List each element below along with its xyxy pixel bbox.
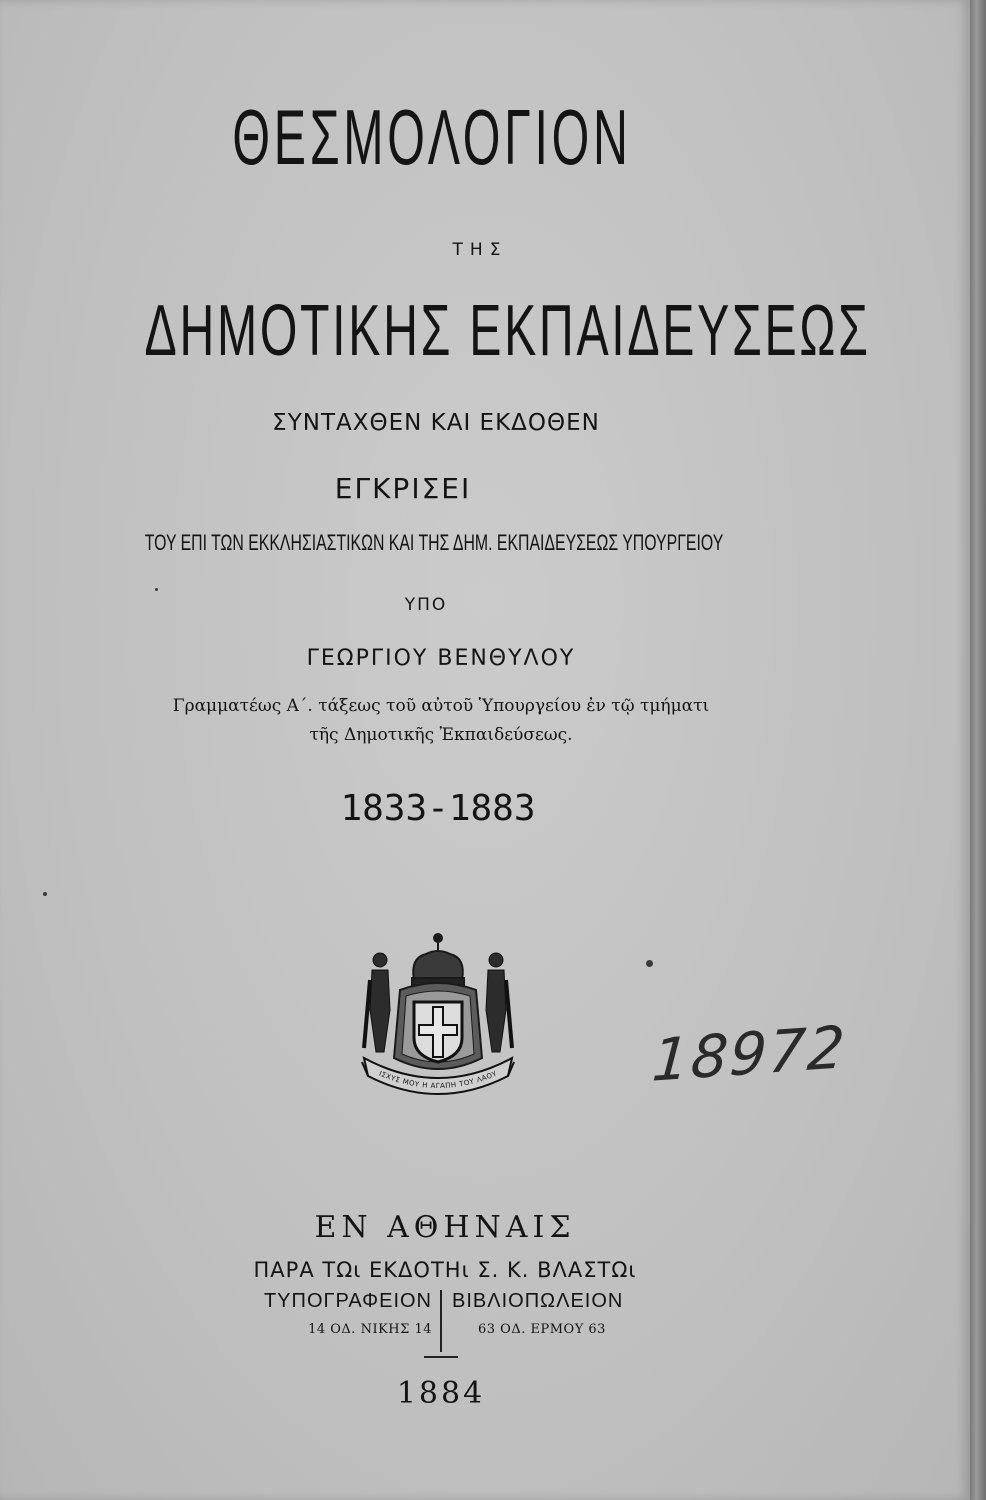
ink-spot <box>646 960 653 967</box>
compiled-line: ΣΥΝΤΑΧΘΕΝ ΚΑΙ ΕΚΔΟΘΕΝ <box>272 410 600 436</box>
imprint-printer-address: 14 ΟΔ. ΝΙΚΗΣ 14 <box>308 1322 432 1337</box>
ink-spot <box>155 588 158 591</box>
ministry-line: ΤΟΥ ΕΠΙ ΤΩΝ ΕΚΚΛΗΣΙΑΣΤΙΚΩΝ ΚΑΙ ΤΗΣ ΔΗΜ. ΕΚΠΑΙΔΕΥΣΕΩΣ ΥΠΟΥΡΓΕΙΟΥ <box>144 530 724 555</box>
approval-line: ΕΓΚΡΙΣΕΙ <box>334 472 472 505</box>
imprint-printer: ΤΥΠΟΓΡΑΦΕΙΟΝ <box>263 1290 432 1312</box>
by-line: ΥΠΟ <box>404 595 448 615</box>
author-name: ΓΕΩΡΓΙΟΥ ΒΕΝΘΥΛΟΥ <box>306 646 576 671</box>
author-role-line2: τῆς Δημοτικῆς Ἐκπαιδεύσεως. <box>309 725 573 745</box>
imprint-bookshop: ΒΙΒΛΙΟΠΩΛΕΙΟΝ <box>452 1290 624 1312</box>
imprint-city: ΕΝ ΑΘΗΝΑΙΣ <box>314 1210 576 1245</box>
years-range: 1833-1883 <box>340 788 536 829</box>
page-edge <box>970 0 986 1500</box>
book-title: ΘΕΣΜΟΛΟΓΙΟΝ <box>232 93 632 181</box>
book-subtitle: ΔΗΜΟΤΙΚΗΣ ΕΚΠΑΙΔΕΥΣΕΩΣ <box>144 291 871 371</box>
title-article: ΤΗΣ <box>452 240 508 260</box>
ink-spot <box>43 892 47 896</box>
handwritten-shelfmark: 18972 <box>649 1012 849 1095</box>
horizontal-divider <box>424 1356 458 1358</box>
imprint-bookshop-address: 63 ΟΔ. ΕΡΜΟΥ 63 <box>478 1322 606 1337</box>
vertical-divider <box>440 1290 442 1352</box>
imprint-publisher: ΠΑΡΑ ΤΩι ΕΚΔΟΤΗι Σ. Κ. ΒΛΑΣΤΩι <box>253 1258 637 1282</box>
coat-of-arms-icon <box>358 930 518 1100</box>
author-role-line1: Γραμματέως Α΄. τάξεως τοῦ αὐτοῦ Ὑπουργείου ἐν τῷ τμήματι <box>172 696 710 716</box>
publication-year: 1884 <box>396 1376 486 1411</box>
emblem-motto: ΙΣΧΥΣ ΜΟΥ Η ΑΓΑΠΗ ΤΟΥ ΛΑΟΥ <box>377 1069 499 1091</box>
